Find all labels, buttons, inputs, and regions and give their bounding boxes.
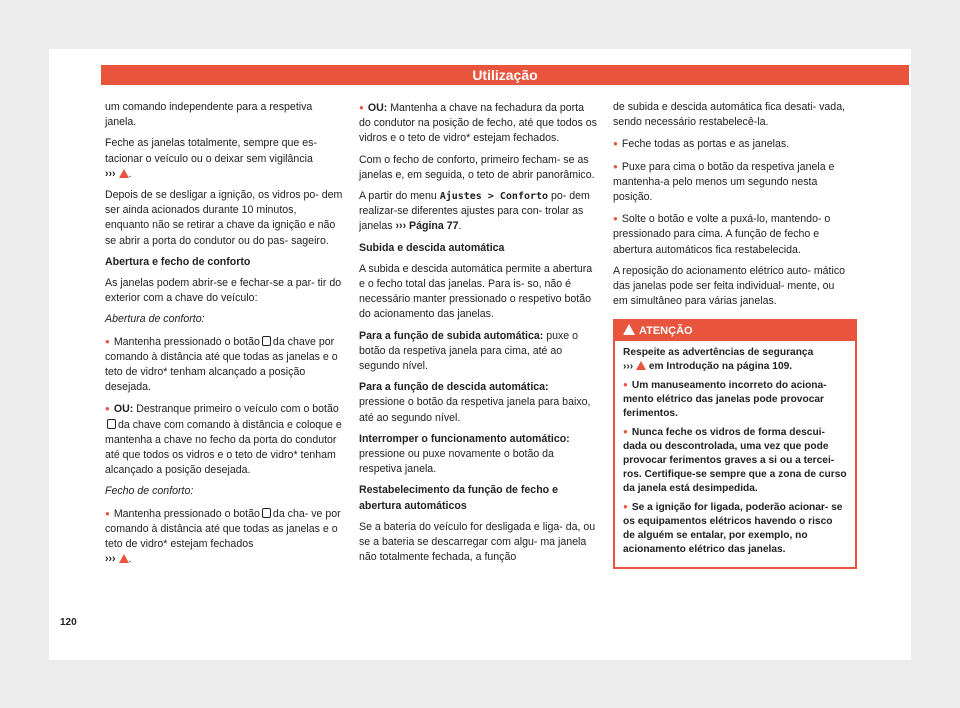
- bullet-text: Destranque primeiro o veículo com o botão: [136, 403, 339, 416]
- warning-text: Respeite as advertências de segurança: [623, 347, 814, 358]
- paragraph: A partir do menu Ajustes > Conforto po- dem realizar-se diferentes ajustes para con- trolar as janelas ››› Página 77.: [359, 190, 590, 233]
- paragraph: de subida e descida automática fica desati- vada, sendo necessário restabelecê-la.: [613, 101, 846, 129]
- bullet-text: Mantenha pressionado o botão: [113, 507, 260, 520]
- manual-page: [49, 49, 911, 660]
- page-reference-link[interactable]: em Introdução na página 109.: [648, 361, 793, 372]
- warning-icon: [636, 361, 646, 370]
- section-heading: Subida e descida automática: [359, 241, 505, 254]
- column-right: [613, 100, 851, 315]
- warning-bullet: ● Um manuseamento incorreto do aciona- mento elétrico das janelas pode provocar ferimentos.: [623, 378, 847, 421]
- warning-bullet: ● Se a ignição for ligada, poderão acionar- se os equipamentos elétricos havendo o risco de alguém se entalar, por exemplo, no acionamento elétrico das janelas.: [623, 500, 847, 557]
- bullet-text: Mantenha a chave na fechadura da porta do condutor na posição de fecho, até que todos os vidros e o teto de vidro* estejam fechados.: [359, 102, 597, 145]
- paragraph-label: Para a função de subida automática:: [359, 329, 544, 342]
- paragraph: Se a bateria do veículo for desligada e liga- da, ou se a bateria se descarregar com algu- ma janela não totalmente fechada, a função: [359, 520, 596, 564]
- warning-icon: [119, 169, 129, 178]
- bullet-label: OU:: [113, 403, 134, 416]
- bullet-item: [105, 334, 343, 396]
- subheading: Abertura de conforto:: [105, 313, 205, 326]
- reference-arrows: ›››: [105, 553, 116, 566]
- paragraph-text: pressione ou puxe novamente o botão da respetiva janela.: [359, 448, 554, 476]
- bullet-item: ● Solte o botão e volte a puxá-lo, mantendo- o pressionado para cima. A função de fecho e abertura automáticos fica restabelecida.: [613, 211, 851, 258]
- page-reference-link[interactable]: ››› Página 77: [395, 220, 459, 233]
- bullet-label: OU:: [367, 102, 388, 114]
- bullet-item: [105, 401, 343, 478]
- warning-icon: [119, 554, 129, 563]
- bullet-text: Mantenha pressionado o botão: [113, 335, 260, 348]
- bullet-text: da chave com comando à distância e coloque e mantenha a chave no fecho da porta do condutor até que todos os vidros e o teto de vidro* tenham alcançado a posição desejada.: [105, 418, 342, 477]
- paragraph: A reposição do acionamento elétrico auto- mático das janelas pode ser feita individual- mente, ou em simultâneo para várias janelas.: [613, 264, 846, 308]
- warning-header: [615, 321, 855, 341]
- section-heading: Restabelecimento da função de fecho e abertura automáticos: [359, 484, 558, 512]
- paragraph-text: puxe o botão da respetiva janela para cima, até ao segundo nível.: [359, 329, 579, 373]
- bullet-item: ● Mantenha pressionado o botão da cha- ve por comando à distância até que todas as janelas e o teto de vidro* estejam fechados ››› .: [105, 506, 343, 568]
- paragraph: um comando independente para a respetiva janela.: [105, 101, 313, 129]
- section-header: Utilização: [101, 65, 909, 85]
- paragraph: Depois de se desligar a ignição, os vidros po- dem ser ainda acionados durante 10 minutos, enquanto não se retirar a chave da ignição e não se abrir a porta do condutor ou do pas- sageiro.: [105, 189, 343, 247]
- reference-arrows: ›››: [105, 167, 116, 180]
- warning-body: [615, 341, 855, 567]
- warning-icon: [623, 324, 635, 335]
- page-number: 120: [60, 617, 77, 628]
- unlock-key-icon: [107, 419, 116, 429]
- paragraph: A subida e descida automática permite a abertura e o fecho total das janelas. Para is- so, não é necessário manter pressionado o respetivo botão do acionamento das janelas.: [359, 262, 593, 321]
- column-middle: [359, 100, 597, 571]
- paragraph-text: A partir do menu: [359, 190, 437, 203]
- warning-box: [613, 319, 857, 569]
- paragraph-text: po- dem realizar-se diferentes ajustes para con- trolar as janelas: [359, 190, 590, 233]
- column-left: [105, 100, 343, 573]
- paragraph-text: Feche as janelas totalmente, sempre que es- tacionar o veículo ou o deixar sem vigilância: [105, 137, 317, 165]
- bullet-item: ● Puxe para cima o botão da respetiva janela e mantenha-a pelo menos um segundo nesta posição.: [613, 159, 851, 206]
- paragraph: [359, 432, 597, 478]
- paragraph-text: pressione o botão da respetiva janela para baixo, até ao segundo nível.: [359, 396, 591, 424]
- paragraph: [359, 329, 597, 375]
- menu-path: Ajustes > Conforto: [439, 191, 549, 203]
- subheading: Fecho de conforto:: [105, 485, 194, 498]
- paragraph: Com o fecho de conforto, primeiro fecham- se as janelas e, em seguida, o teto de abrir panorâmico.: [359, 153, 595, 181]
- bullet-item: ● Feche todas as portas e as janelas.: [613, 136, 851, 152]
- bullet-item: [359, 100, 597, 147]
- reference-arrows: ›››: [623, 361, 634, 372]
- paragraph-label: Para a função de descida automática:: [359, 381, 549, 394]
- warning-title: ATENÇÃO: [639, 325, 693, 337]
- warning-paragraph: [623, 346, 847, 374]
- paragraph-label: Interromper o funcionamento automático:: [359, 432, 570, 445]
- warning-bullet: ● Nunca feche os vidros de forma descui- dada ou descontrolada, uma vez que pode provocar ferimentos graves a si ou a tercei- ros. Certifique-se sempre que a zona de curso da janela está desimpedida.: [623, 425, 847, 496]
- unlock-key-icon: [262, 336, 271, 346]
- paragraph: As janelas podem abrir-se e fechar-se a par- tir do exterior com a chave do veículo:: [105, 277, 342, 305]
- lock-key-icon: [262, 508, 271, 518]
- paragraph: [359, 380, 597, 426]
- section-heading: Abertura e fecho de conforto: [105, 255, 251, 268]
- bullet-text: da cha- ve por comando à distância até que todas as janelas e o teto de vidro* estejam fechados: [105, 507, 341, 551]
- bullet-text: da chave por comando à distância até que todas as janelas e o teto de vidro* tenham alcançado a posição desejada.: [105, 335, 338, 394]
- paragraph: Feche as janelas totalmente, sempre que es- tacionar o veículo ou o deixar sem vigilância ››› .: [105, 137, 317, 180]
